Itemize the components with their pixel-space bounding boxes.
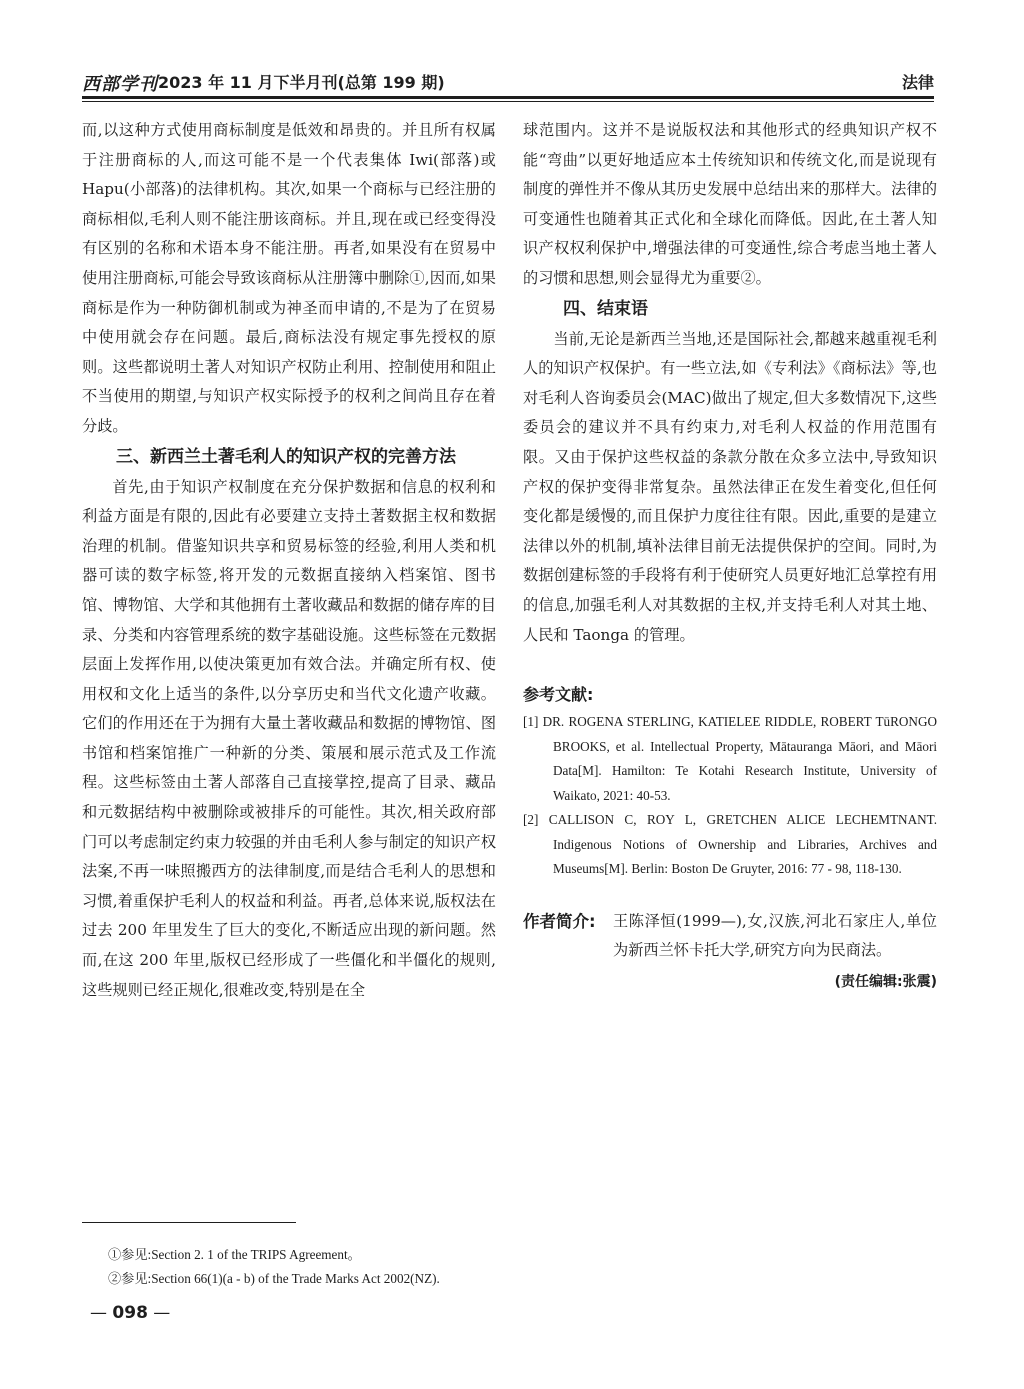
header-rule [82, 96, 934, 99]
author-text: 王陈泽恒(1999—),女,汉族,河北石家庄人,单位为新西兰怀卡托大学,研究方向为民商法。 [613, 911, 937, 959]
footnote-item: ①参见:Section 2. 1 of the TRIPS Agreement。 [108, 1247, 361, 1262]
page-header [82, 66, 934, 102]
body-paragraph: 球范围内。这并不是说版权法和其他形式的经典知识产权不能“弯曲”以更好地适应本土传统知识和传统文化,而是说现有制度的弹性并不像从其历史发展中总结出来的那样大。法律的可变通性也随着其正式化和全球化而降低。因此,在土著人知识产权权利保护中,增强法律的可变通性,综合考虑当地土著人的习惯和思想,则会显得尤为重要②。 [523, 121, 937, 287]
issue-info: 2023 年 11 月下半月刊(总第 199 期) [158, 73, 445, 92]
header-rule-thin [82, 101, 934, 102]
section-heading-4: 四、结束语 [563, 298, 648, 319]
journal-name: 西部学刊 [82, 74, 158, 95]
footnotes [108, 1243, 440, 1291]
body-paragraph: 而,以这种方式使用商标制度是低效和昂贵的。并且所有权属于注册商标的人,而这可能不是一个代表集体 Iwi(部落)或 Hapu(小部落)的法律机构。其次,如果一个商标与已经注册的商标相似,毛利人则不能注册该商标。并且,现在或已经变得没有区别的名称和术语本身不能注册。再者,如果没有在贸易中使用注册商标,可能会导致该商标从注册簿中删除①,因而,如果商标是作为一种防御机制或为神圣而申请的,不是为了在贸易中使用就会存在问题。最后,商标法没有规定事先授权的原则。这些都说明土著人对知识产权防止利用、控制使用和阻止不当使用的期望,与知识产权实际授予的权利之间尚且存在着分歧。 [82, 121, 496, 435]
editor-note: (责任编辑:张震) [834, 973, 937, 990]
footnote-rule [82, 1222, 296, 1223]
footnote-item: ②参见:Section 66(1)(a - b) of the Trade Marks Act 2002(NZ). [108, 1271, 440, 1286]
section-label: 法律 [901, 73, 934, 92]
page-number-value: 098 [112, 1303, 148, 1323]
section-heading-3: 三、新西兰土著毛利人的知识产权的完善方法 [116, 446, 456, 467]
page-number: — 098 — [90, 1303, 171, 1323]
reference-item: [1] DR. ROGENA STERLING, KATIELEE RIDDLE, ROBERT TūRONGO BROOKS, et al. Intellectual Property, Mātauranga Māori, and Māori Data[M]. Hamilton: Te Kotahi Research Institute, University of Waikato, 2021: 40-53. [523, 714, 937, 803]
body-paragraph: 当前,无论是新西兰当地,还是国际社会,都越来越重视毛利人的知识产权保护。有一些立法,如《专利法》《商标法》等,也对毛利人咨询委员会(MAC)做出了规定,但大多数情况下,这些委员会的建议并不具有约束力,对毛利人权益的作用范围有限。又由于保护这些权益的条款分散在众多立法中,导致知识产权的保护变得非常复杂。虽然法律正在发生着变化,但任何变化都是缓慢的,而且保护力度往往有限。因此,重要的是建立法律以外的机制,填补法律目前无法提供保护的空间。同时,为数据创建标签的手段将有利于使研究人员更好地汇总掌控有用的信息,加强毛利人对其数据的主权,并支持毛利人对其土地、人民和 Taonga 的管理。 [523, 329, 937, 644]
left-column [82, 116, 496, 1005]
right-column [523, 116, 937, 997]
body-paragraph: 首先,由于知识产权制度在充分保护数据和信息的权利和利益方面是有限的,因此有必要建立支持土著数据主权和数据治理的机制。借鉴知识共享和贸易标签的经验,利用人类和机器可读的数字标签,将开发的元数据直接纳入档案馆、图书馆、博物馆、大学和其他拥有土著收藏品和数据的储存库的目录、分类和内容管理系统的数字基础设施。这些标签在元数据层面上发挥作用,以使决策更加有效合法。并确定所有权、使用权和文化上适当的条件,以分享历史和当代文化遗产收藏。它们的作用还在于为拥有大量土著收藏品和数据的博物馆、图书馆和档案馆推广一种新的分类、策展和展示范式及工作流程。这些标签由土著人部落自己直接掌控,提高了目录、藏品和元数据结构中被删除或被排斥的可能性。其次,相关政府部门可以考虑制定约束力较强的并由毛利人参与制定的知识产权法案,不再一味照搬西方的法律制度,而是结合毛利人的思想和习惯,着重保护毛利人的权益和利益。再者,总体来说,版权法在过去 200 年里发生了巨大的变化,不断适应出现的新问题。然而,在这 200 年里,版权已经形成了一些僵化和半僵化的规则,这些规则已经正规化,很难改变,特别是在全 [82, 477, 496, 999]
reference-item: [2] CALLISON C, ROY L, GRETCHEN ALICE LECHEMTNANT. Indigenous Notions of Ownership and Libraries, Archives and Museums[M]. Berlin: Boston De Gruyter, 2016: 77 - 98, 118-130. [523, 812, 937, 877]
author-bio [523, 907, 937, 965]
references-title: 参考文献: [523, 685, 594, 705]
author-label: 作者简介: [523, 911, 596, 931]
